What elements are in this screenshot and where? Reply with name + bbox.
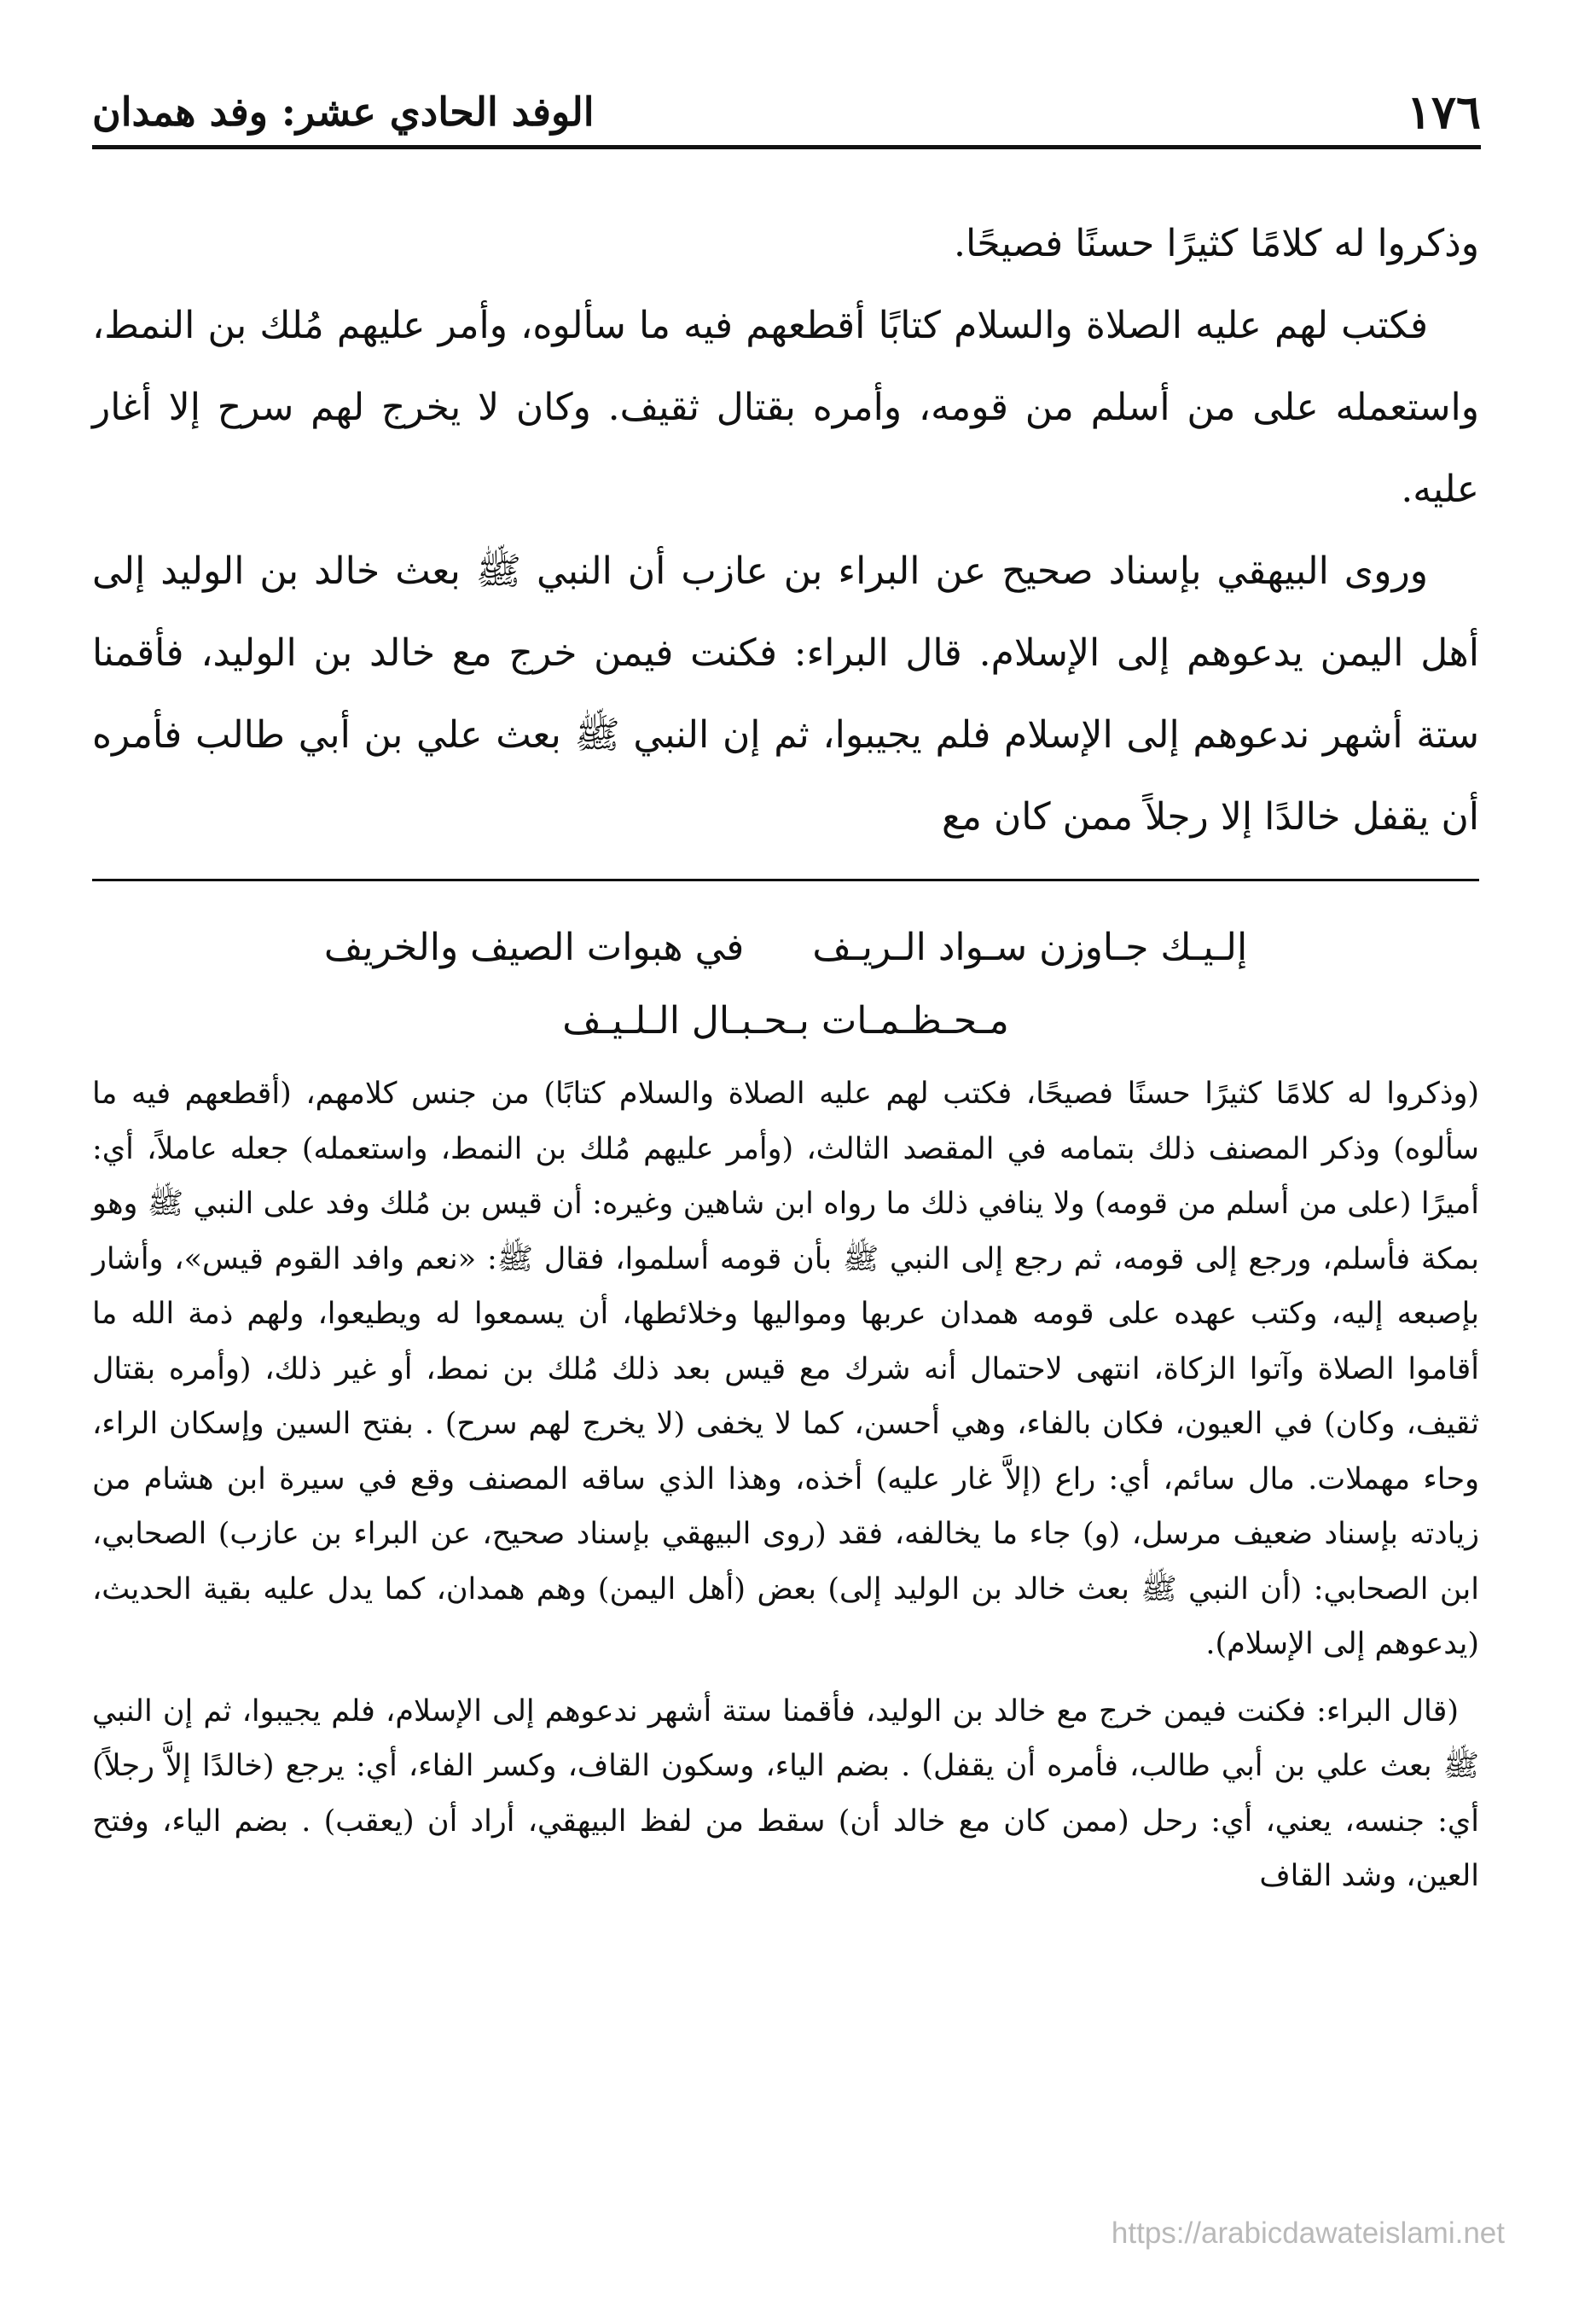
- commentary-text: [92, 1066, 1479, 1916]
- commentary-paragraph: (قال البراء: فكنت فيمن خرج مع خالد بن الوليد، فأقمنا ستة أشهر ندعوهم إلى الإسلام، فلم يجيبوا، ثم إن النبي ﷺ بعث علي بن أبي طالب، فأمره أن يقفل) . بضم الياء، وسكون القاف، وكسر الفاء، أي: يرجع (خالدًا إلاَّ رجلاً) أي: جنسه، يعني، أي: رحل (ممن كان مع خالد أن) سقط من لفظ البيهقي، أراد أن (يعقب) . بضم الياء، وفتح العين، وشد القاف: [92, 1694, 1479, 1893]
- main-paragraph: فكتب لهم عليه الصلاة والسلام كتابًا أقطعهم فيه ما سألوه، وأمر عليهم مُلك بن النمط، واستعمله على من أسلم من قومه، وأمره بقتال ثقيف. وكان لا يخرج لهم سرح إلا أغار عليه.: [92, 304, 1479, 511]
- running-header: [92, 78, 1481, 149]
- commentary-paragraph: (وذكروا له كلامًا كثيرًا حسنًا فصيحًا، فكتب لهم عليه الصلاة والسلام كتابًا) من جنس كلامهم، (أقطعهم فيه ما سألوه) وذكر المصنف ذلك بتمامه في المقصد الثالث، (وأمر عليهم مُلك بن النمط، واستعمله) جعله عاملاً، أي: أميرًا (على من أسلم من قومه) ولا ينافي ذلك ما رواه ابن شاهين وغيره: أن قيس بن مُلك وفد على النبي ﷺ وهو بمكة فأسلم، ورجع إلى قومه، ثم رجع إلى النبي ﷺ بأن قومه أسلموا، فقال ﷺ: «نعم وافد القوم قيس»، وأشار بإصبعه إليه، وكتب عهده على قومه همدان عربها ومواليها وخلائطها، أن يسمعوا له ويطيعوا، ولهم ذمة الله ما أقاموا الصلاة وآتوا الزكاة، انتهى لاحتمال أنه شرك مع قيس بعد ذلك مُلك بن نمط، أو غير ذلك، (وأمره بقتال ثقيف، وكان) في العيون، فكان بالفاء، وهي أحسن، كما لا يخفى (لا يخرج لهم سرح) . بفتح السين وإسكان الراء، وحاء مهملات. مال سائم، أي: راع (إلاَّ غار عليه) أخذه، وهذا الذي ساقه المصنف وقع في سيرة ابن هشام من زيادته بإسناد ضعيف مرسل، (و) جاء ما يخالفه، فقد (روى البيهقي بإسناد صحيح، عن البراء بن عازب) الصحابي، ابن الصحابي: (أن النبي ﷺ بعث خالد بن الوليد إلى) بعض (أهل اليمن) وهم همدان، كما يدل عليه بقية الحديث، (يدعوهم إلى الإسلام).: [92, 1077, 1479, 1661]
- page-number: ١٧٦: [1406, 84, 1481, 139]
- verse-line: [92, 985, 1479, 1058]
- poem-verses: [92, 911, 1479, 1058]
- source-watermark: https://arabicdawateislami.net: [1111, 2217, 1505, 2250]
- verse-second-hemistich: في هبوات الصيف والخريف: [323, 926, 745, 969]
- verse-line: [92, 911, 1479, 985]
- verse-single-hemistich: مـحـظـمـات بـحـبـال الـلـيـف: [562, 999, 1009, 1043]
- footnote-divider: [92, 879, 1479, 881]
- running-title: الوفد الحادي عشر: وفد همدان: [92, 89, 595, 135]
- main-paragraph: وذكروا له كلامًا كثيرًا حسنًا فصيحًا.: [953, 222, 1479, 265]
- verse-first-hemistich: إلـيـك جـاوزن سـواد الـريـف: [812, 926, 1248, 969]
- main-text: [92, 203, 1479, 858]
- main-paragraph: وروى البيهقي بإسناد صحيح عن البراء بن عازب أن النبي ﷺ بعث خالد بن الوليد إلى أهل اليمن يدعوهم إلى الإسلام. قال البراء: فكنت فيمن خرج مع خالد بن الوليد، فأقمنا ستة أشهر ندعوهم إلى الإسلام فلم يجيبوا، ثم إن النبي ﷺ بعث علي بن أبي طالب فأمره أن يقفل خالدًا إلا رجلاً ممن كان مع: [92, 549, 1479, 839]
